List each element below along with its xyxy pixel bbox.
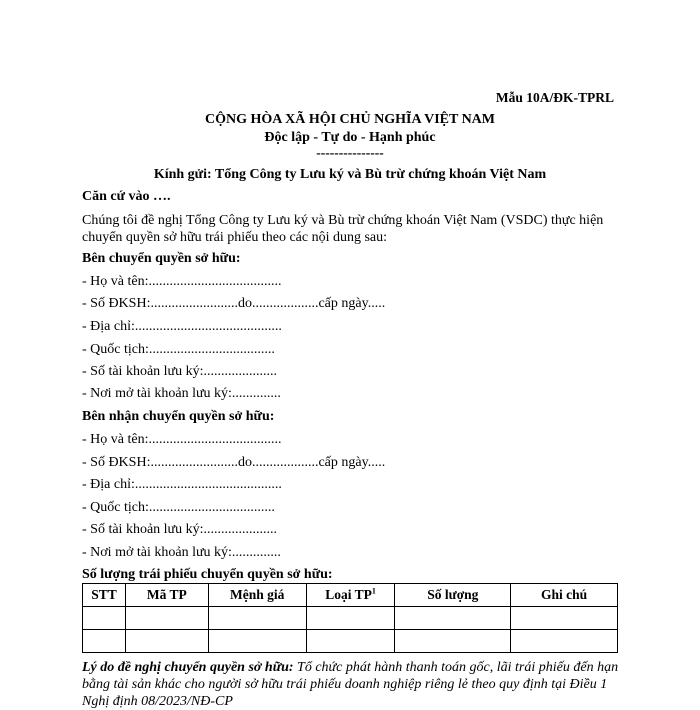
table-cell xyxy=(306,630,395,653)
col-face-value: Mệnh giá xyxy=(208,584,306,607)
table-cell xyxy=(395,630,511,653)
table-cell xyxy=(511,630,618,653)
col-notes: Ghi chú xyxy=(511,584,618,607)
motto: Độc lập - Tự do - Hạnh phúc xyxy=(264,130,436,145)
transferee-account-field: - Số tài khoản lưu ký:..................... xyxy=(82,522,278,537)
table-cell xyxy=(125,630,208,653)
transferor-heading: Bên chuyển quyền sở hữu: xyxy=(82,251,241,266)
transferee-heading: Bên nhận chuyển quyền sở hữu: xyxy=(82,409,275,424)
table-cell xyxy=(125,607,208,630)
transferor-id-field: - Số ĐKSH:.........................do...................cấp ngày..... xyxy=(82,296,386,311)
reason-text: Tổ chức phát hành thanh toán gốc, lãi trái phiếu đến hạn bằng tài sản khác cho người sở hữu trái phiếu doanh nghiệp riêng lẻ theo quy định tại Điều 1 Nghị định 08/2023/NĐ-CP xyxy=(82,660,619,709)
transferee-name-field: - Họ và tên:...................................... xyxy=(82,432,282,447)
country-title: CỘNG HÒA XÃ HỘI CHỦ NGHĨA VIỆT NAM xyxy=(204,112,495,127)
table-cell xyxy=(83,607,126,630)
footnote-mark: 1 xyxy=(371,586,376,596)
transferor-nationality-field: - Quốc tịch:.................................... xyxy=(82,342,275,357)
col-stt: STT xyxy=(83,584,126,607)
reason-label: Lý do đề nghị chuyển quyền sở hữu: xyxy=(82,660,294,675)
col-bond-code: Mã TP xyxy=(125,584,208,607)
intro-paragraph: Chúng tôi đề nghị Tổng Công ty Lưu ký và Bù trừ chứng khoán Việt Nam (VSDC) thực hiện chuyển quyền sở hữu trái phiếu theo các nội dung sau: xyxy=(82,213,604,245)
col-bond-type xyxy=(306,584,395,607)
table-cell xyxy=(208,607,306,630)
form-code: Mẫu 10A/ĐK-TPRL xyxy=(495,90,614,105)
transferor-account-place-field: - Nơi mở tài khoản lưu ký:.............. xyxy=(82,386,281,401)
transferor-address-field: - Địa chỉ:.......................................... xyxy=(82,319,282,334)
basis-line: Căn cứ vào …. xyxy=(82,189,171,204)
transferee-nationality-field: - Quốc tịch:.................................... xyxy=(82,500,275,515)
table-cell xyxy=(306,607,395,630)
table-cell xyxy=(208,630,306,653)
table-header-row xyxy=(83,584,618,607)
reason-paragraph xyxy=(82,659,622,710)
recipient-line: Kính gửi: Tổng Công ty Lưu ký và Bù trừ chứng khoán Việt Nam xyxy=(153,167,547,182)
table-row xyxy=(83,607,618,630)
transferee-account-place-field: - Nơi mở tài khoản lưu ký:.............. xyxy=(82,545,281,560)
col-bond-type-label: Loại TP xyxy=(325,587,372,602)
transferor-account-field: - Số tài khoản lưu ký:..................... xyxy=(82,364,278,379)
transferee-address-field: - Địa chỉ:.......................................... xyxy=(82,477,282,492)
header-divider: --------------- xyxy=(316,145,384,160)
transferor-name-field: - Họ và tên:...................................... xyxy=(82,274,282,289)
table-cell xyxy=(83,630,126,653)
transferee-id-field: - Số ĐKSH:.........................do...................cấp ngày..... xyxy=(82,455,386,470)
bond-table xyxy=(82,583,618,653)
col-quantity: Số lượng xyxy=(395,584,511,607)
table-row xyxy=(83,630,618,653)
quantity-heading: Số lượng trái phiếu chuyển quyền sở hữu: xyxy=(82,567,333,582)
table-cell xyxy=(395,607,511,630)
table-cell xyxy=(511,607,618,630)
